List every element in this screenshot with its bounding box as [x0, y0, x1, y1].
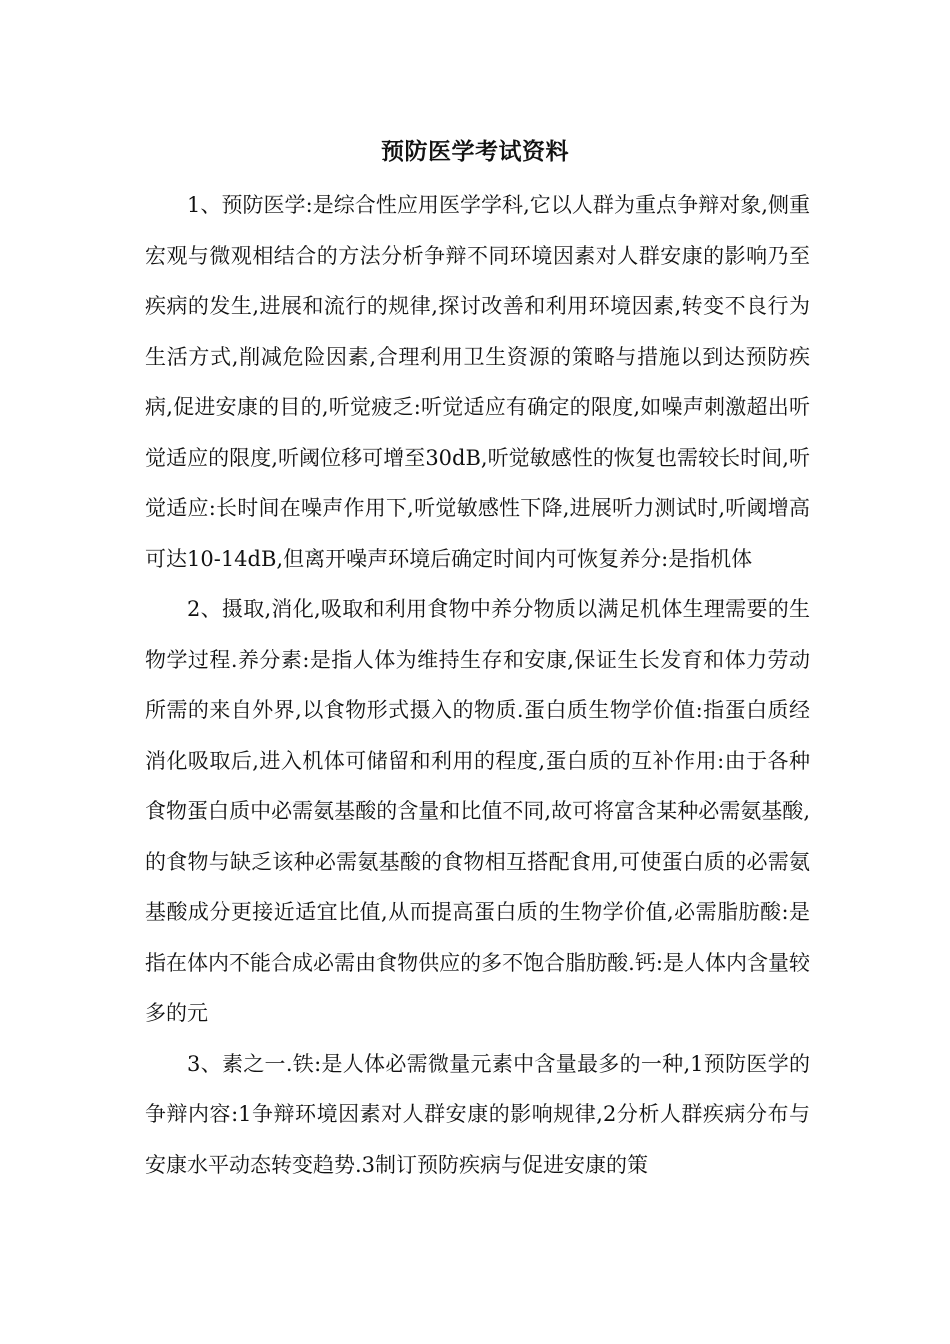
- document-title: 预防医学考试资料: [381, 138, 569, 165]
- document-body: [145, 180, 810, 1190]
- paragraph-3: 3、素之一.铁:是人体必需微量元素中含量最多的一种,1预防医学的争辩内容:1争辩环境因素对人群安康的影响规律,2分析人群疾病分布与安康水平动态转变趋势.3制订预防疾病与促进安康的策: [145, 1051, 810, 1177]
- paragraph-1: 1、预防医学:是综合性应用医学学科,它以人群为重点争辩对象,侧重宏观与微观相结合的方法分析争辩不同环境因素对人群安康的影响乃至疾病的发生,进展和流行的规律,探讨改善和利用环境因素,转变不良行为生活方式,削减危险因素,合理利用卫生资源的策略与措施以到达预防疾病,促进安康的目的,听觉疲乏:听觉适应有确定的限度,如噪声刺激超出听觉适应的限度,听阈位移可增至30dB,听觉敏感性的恢复也需较长时间,听觉适应:长时间在噪声作用下,听觉敏感性下降,进展听力测试时,听阈增高可达10-14dB,但离开噪声环境后确定时间内可恢复养分:是指机体: [145, 193, 810, 571]
- paragraph-2: 2、摄取,消化,吸取和利用食物中养分物质以满足机体生理需要的生物学过程.养分素:是指人体为维持生存和安康,保证生长发育和体力劳动所需的来自外界,以食物形式摄入的物质.蛋白质生物学价值:指蛋白质经消化吸取后,进入机体可储留和利用的程度,蛋白质的互补作用:由于各种食物蛋白质中必需氨基酸的含量和比值不同,故可将富含某种必需氨基酸,的食物与缺乏该种必需氨基酸的食物相互搭配食用,可使蛋白质的必需氨基酸成分更接近适宜比值,从而提高蛋白质的生物学价值,必需脂肪酸:是指在体内不能合成必需由食物供应的多不饱合脂肪酸.钙:是人体内含量较多的元: [145, 597, 810, 1025]
